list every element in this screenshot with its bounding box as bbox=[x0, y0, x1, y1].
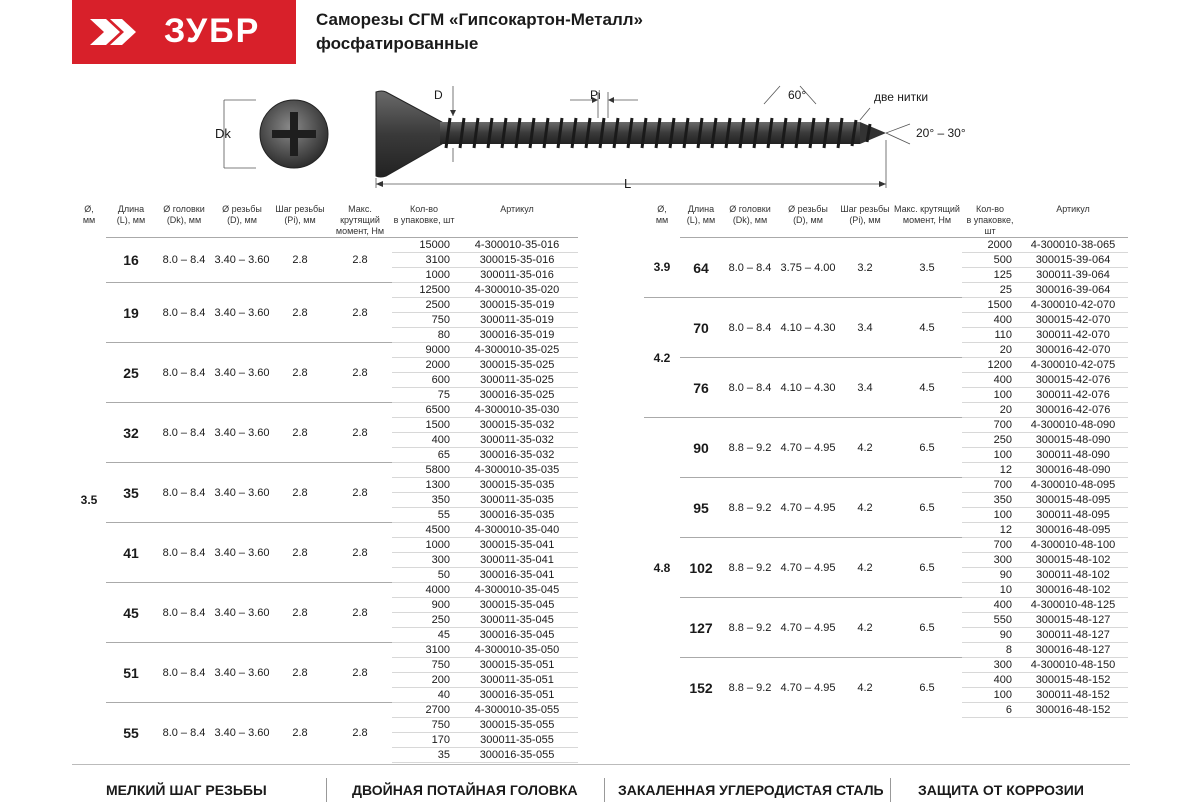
cell-article: 4-300010-35-025 bbox=[456, 343, 578, 358]
cell-pack-quantity: 25 bbox=[962, 283, 1018, 298]
cell-thread-diameter: 3.40 – 3.60 bbox=[212, 403, 272, 463]
cell-head-diameter: 8.8 – 9.2 bbox=[722, 418, 778, 478]
cell-pack-quantity: 1500 bbox=[962, 298, 1018, 313]
cell-max-torque: 6.5 bbox=[892, 478, 962, 538]
cell-head-diameter: 8.0 – 8.4 bbox=[156, 583, 212, 643]
header-length: Длина (L), мм bbox=[686, 204, 716, 225]
cell-length: 90 bbox=[680, 418, 722, 478]
cell-thread-pitch: 4.2 bbox=[838, 658, 892, 718]
page-title bbox=[316, 8, 643, 56]
feature-separator bbox=[604, 778, 605, 802]
cell-article: 300011-35-032 bbox=[456, 433, 578, 448]
cell-max-torque: 2.8 bbox=[328, 403, 392, 463]
feature-strip bbox=[0, 768, 1200, 800]
cell-pack-quantity: 1500 bbox=[392, 418, 456, 433]
cell-pack-quantity: 300 bbox=[392, 553, 456, 568]
cell-pack-quantity: 3100 bbox=[392, 253, 456, 268]
dim-pi-label: Pi bbox=[590, 88, 601, 102]
cell-article: 300015-48-152 bbox=[1018, 673, 1128, 688]
cell-article: 300015-35-055 bbox=[456, 718, 578, 733]
spec-table-left bbox=[72, 204, 578, 763]
cell-article: 300015-35-019 bbox=[456, 298, 578, 313]
cell-article: 300011-35-035 bbox=[456, 493, 578, 508]
header-thread-diameter: Ø резьбы (D), мм bbox=[788, 204, 828, 225]
header-head-diameter: Ø головки (Dk), мм bbox=[729, 204, 771, 225]
cell-pack-quantity: 250 bbox=[962, 433, 1018, 448]
cell-article: 4-300010-42-075 bbox=[1018, 358, 1128, 373]
feature-separator bbox=[890, 778, 891, 802]
cell-article: 300016-35-032 bbox=[456, 448, 578, 463]
header-head-diameter: Ø головки (Dk), мм bbox=[163, 204, 205, 225]
cell-thread-pitch: 3.4 bbox=[838, 358, 892, 418]
title-line-2: фосфатированные bbox=[316, 34, 479, 53]
table-row bbox=[644, 418, 1128, 433]
cell-pack-quantity: 700 bbox=[962, 538, 1018, 553]
cell-thread-pitch: 4.2 bbox=[838, 418, 892, 478]
cell-pack-quantity: 1300 bbox=[392, 478, 456, 493]
cell-pack-quantity: 600 bbox=[392, 373, 456, 388]
cell-thread-diameter: 3.40 – 3.60 bbox=[212, 283, 272, 343]
cell-pack-quantity: 110 bbox=[962, 328, 1018, 343]
header-pack-quantity: Кол-во в упаковке, шт bbox=[393, 204, 455, 225]
cell-pack-quantity: 250 bbox=[392, 613, 456, 628]
cell-length: 45 bbox=[106, 583, 156, 643]
cell-head-diameter: 8.0 – 8.4 bbox=[156, 403, 212, 463]
cell-head-diameter: 8.0 – 8.4 bbox=[156, 703, 212, 763]
cell-pack-quantity: 750 bbox=[392, 658, 456, 673]
cell-pack-quantity: 75 bbox=[392, 388, 456, 403]
cell-pack-quantity: 2000 bbox=[392, 358, 456, 373]
header-thread-diameter: Ø резьбы (D), мм bbox=[222, 204, 262, 225]
cell-article: 300015-35-016 bbox=[456, 253, 578, 268]
cell-article: 300015-48-095 bbox=[1018, 493, 1128, 508]
table-row bbox=[72, 583, 578, 598]
dim-dk-label: Dk bbox=[215, 126, 231, 141]
cell-thread-pitch: 4.2 bbox=[838, 538, 892, 598]
cell-length: 19 bbox=[106, 283, 156, 343]
spec-table-right-header bbox=[644, 204, 1128, 238]
cell-pack-quantity: 400 bbox=[962, 313, 1018, 328]
cell-pack-quantity: 300 bbox=[962, 658, 1018, 673]
cell-diameter: 4.8 bbox=[644, 418, 680, 718]
cell-head-diameter: 8.0 – 8.4 bbox=[156, 283, 212, 343]
cell-length: 16 bbox=[106, 238, 156, 283]
cell-thread-diameter: 4.70 – 4.95 bbox=[778, 418, 838, 478]
cell-article: 300016-35-019 bbox=[456, 328, 578, 343]
cell-article: 4-300010-35-055 bbox=[456, 703, 578, 718]
screw-side-view bbox=[376, 91, 886, 177]
cell-article: 4-300010-38-065 bbox=[1018, 238, 1128, 253]
cell-pack-quantity: 550 bbox=[962, 613, 1018, 628]
cell-pack-quantity: 20 bbox=[962, 343, 1018, 358]
cell-thread-pitch: 2.8 bbox=[272, 283, 328, 343]
cell-article: 300016-39-064 bbox=[1018, 283, 1128, 298]
header-max-torque: Макс. крутящий момент, Нм bbox=[335, 204, 385, 236]
table-row bbox=[644, 238, 1128, 253]
table-row bbox=[72, 703, 578, 718]
cell-length: 64 bbox=[680, 238, 722, 298]
cell-article: 300015-35-045 bbox=[456, 598, 578, 613]
table-row bbox=[72, 643, 578, 658]
cell-pack-quantity: 1000 bbox=[392, 268, 456, 283]
table-row bbox=[644, 598, 1128, 613]
spec-table-right-body bbox=[644, 238, 1128, 718]
feature-corrosion-protection: ЗАЩИТА ОТ КОРРОЗИИ bbox=[918, 782, 1084, 798]
cell-length: 35 bbox=[106, 463, 156, 523]
header-length: Длина (L), мм bbox=[116, 204, 146, 225]
cell-pack-quantity: 12500 bbox=[392, 283, 456, 298]
cell-pack-quantity: 1200 bbox=[962, 358, 1018, 373]
cell-article: 300015-48-090 bbox=[1018, 433, 1128, 448]
cell-article: 4-300010-35-045 bbox=[456, 583, 578, 598]
cell-pack-quantity: 80 bbox=[392, 328, 456, 343]
header-thread-pitch: Шаг резьбы (Pi), мм bbox=[840, 204, 890, 225]
cell-pack-quantity: 400 bbox=[962, 598, 1018, 613]
cell-article: 300016-48-090 bbox=[1018, 463, 1128, 478]
cell-pack-quantity: 35 bbox=[392, 748, 456, 763]
cell-pack-quantity: 12 bbox=[962, 523, 1018, 538]
cell-pack-quantity: 6 bbox=[962, 703, 1018, 718]
cell-diameter: 4.2 bbox=[644, 298, 680, 418]
cell-head-diameter: 8.8 – 9.2 bbox=[722, 598, 778, 658]
cell-thread-pitch: 2.8 bbox=[272, 463, 328, 523]
cell-article: 4-300010-48-095 bbox=[1018, 478, 1128, 493]
cell-thread-pitch: 2.8 bbox=[272, 703, 328, 763]
cell-max-torque: 6.5 bbox=[892, 418, 962, 478]
cell-article: 300016-42-070 bbox=[1018, 343, 1128, 358]
cell-article: 300015-48-127 bbox=[1018, 613, 1128, 628]
cell-article: 300011-48-095 bbox=[1018, 508, 1128, 523]
cell-max-torque: 2.8 bbox=[328, 523, 392, 583]
cell-article: 300016-35-055 bbox=[456, 748, 578, 763]
cell-thread-diameter: 3.40 – 3.60 bbox=[212, 238, 272, 283]
cell-max-torque: 6.5 bbox=[892, 658, 962, 718]
cell-article: 300015-39-064 bbox=[1018, 253, 1128, 268]
logo-arrow-icon bbox=[90, 15, 154, 49]
cell-article: 300015-42-070 bbox=[1018, 313, 1128, 328]
cell-length: 127 bbox=[680, 598, 722, 658]
cell-pack-quantity: 90 bbox=[962, 568, 1018, 583]
cell-pack-quantity: 400 bbox=[962, 373, 1018, 388]
cell-pack-quantity: 750 bbox=[392, 718, 456, 733]
cell-thread-diameter: 3.40 – 3.60 bbox=[212, 643, 272, 703]
cell-pack-quantity: 100 bbox=[962, 508, 1018, 523]
dim-angle-60-label: 60° bbox=[788, 88, 807, 102]
cell-thread-diameter: 3.40 – 3.60 bbox=[212, 703, 272, 763]
cell-pack-quantity: 750 bbox=[392, 313, 456, 328]
cell-thread-pitch: 2.8 bbox=[272, 583, 328, 643]
cell-article: 4-300010-35-016 bbox=[456, 238, 578, 253]
cell-head-diameter: 8.0 – 8.4 bbox=[156, 463, 212, 523]
cell-thread-diameter: 3.40 – 3.60 bbox=[212, 343, 272, 403]
cell-article: 4-300010-35-020 bbox=[456, 283, 578, 298]
table-row bbox=[72, 403, 578, 418]
cell-max-torque: 2.8 bbox=[328, 238, 392, 283]
cell-head-diameter: 8.0 – 8.4 bbox=[156, 238, 212, 283]
cell-pack-quantity: 300 bbox=[962, 553, 1018, 568]
cell-pack-quantity: 50 bbox=[392, 568, 456, 583]
cell-pack-quantity: 65 bbox=[392, 448, 456, 463]
cell-pack-quantity: 400 bbox=[962, 673, 1018, 688]
cell-article: 300011-48-102 bbox=[1018, 568, 1128, 583]
cell-pack-quantity: 350 bbox=[392, 493, 456, 508]
cell-thread-pitch: 2.8 bbox=[272, 403, 328, 463]
cell-pack-quantity: 2500 bbox=[392, 298, 456, 313]
cell-pack-quantity: 125 bbox=[962, 268, 1018, 283]
cell-thread-diameter: 3.75 – 4.00 bbox=[778, 238, 838, 298]
cell-thread-diameter: 4.70 – 4.95 bbox=[778, 658, 838, 718]
cell-diameter: 3.9 bbox=[653, 260, 671, 275]
cell-pack-quantity: 100 bbox=[962, 688, 1018, 703]
header-thread-pitch: Шаг резьбы (Pi), мм bbox=[275, 204, 325, 225]
cell-article: 300016-42-076 bbox=[1018, 403, 1128, 418]
dim-d-label: D bbox=[434, 88, 443, 102]
cell-article: 300015-35-025 bbox=[456, 358, 578, 373]
cell-article: 4-300010-48-100 bbox=[1018, 538, 1128, 553]
header-pack-quantity: Кол-во в упаковке, шт bbox=[966, 204, 1014, 236]
cell-article: 300011-39-064 bbox=[1018, 268, 1128, 283]
cell-article: 300015-35-051 bbox=[456, 658, 578, 673]
cell-pack-quantity: 500 bbox=[962, 253, 1018, 268]
cell-thread-pitch: 3.2 bbox=[838, 238, 892, 298]
table-row bbox=[72, 343, 578, 358]
cell-head-diameter: 8.0 – 8.4 bbox=[156, 523, 212, 583]
cell-pack-quantity: 55 bbox=[392, 508, 456, 523]
header-article: Артикул bbox=[1056, 204, 1090, 214]
cell-length: 32 bbox=[106, 403, 156, 463]
cell-max-torque: 2.8 bbox=[328, 463, 392, 523]
cell-article: 300015-35-035 bbox=[456, 478, 578, 493]
cell-head-diameter: 8.8 – 9.2 bbox=[722, 478, 778, 538]
cell-max-torque: 2.8 bbox=[328, 583, 392, 643]
cell-pack-quantity: 10 bbox=[962, 583, 1018, 598]
cell-article: 300011-35-041 bbox=[456, 553, 578, 568]
cell-thread-pitch: 2.8 bbox=[272, 643, 328, 703]
dim-tip-angle-label: 20° – 30° bbox=[916, 126, 966, 140]
cell-thread-diameter: 4.70 – 4.95 bbox=[778, 538, 838, 598]
cell-head-diameter: 8.0 – 8.4 bbox=[156, 343, 212, 403]
cell-head-diameter: 8.8 – 9.2 bbox=[722, 658, 778, 718]
cell-pack-quantity: 1000 bbox=[392, 538, 456, 553]
cell-thread-diameter: 4.70 – 4.95 bbox=[778, 478, 838, 538]
cell-length: 102 bbox=[680, 538, 722, 598]
cell-pack-quantity: 15000 bbox=[392, 238, 456, 253]
cell-pack-quantity: 12 bbox=[962, 463, 1018, 478]
cell-article: 300011-35-051 bbox=[456, 673, 578, 688]
cell-article: 4-300010-48-090 bbox=[1018, 418, 1128, 433]
cell-article: 300016-48-127 bbox=[1018, 643, 1128, 658]
cell-article: 300016-35-051 bbox=[456, 688, 578, 703]
cell-pack-quantity: 6500 bbox=[392, 403, 456, 418]
cell-thread-diameter: 4.70 – 4.95 bbox=[778, 598, 838, 658]
cell-article: 4-300010-48-125 bbox=[1018, 598, 1128, 613]
cell-thread-pitch: 3.4 bbox=[838, 298, 892, 358]
screw-head-top-view bbox=[260, 100, 328, 168]
cell-article: 300011-48-152 bbox=[1018, 688, 1128, 703]
cell-article: 300011-42-070 bbox=[1018, 328, 1128, 343]
cell-pack-quantity: 170 bbox=[392, 733, 456, 748]
cell-length: 70 bbox=[680, 298, 722, 358]
cell-pack-quantity: 350 bbox=[962, 493, 1018, 508]
cell-length: 51 bbox=[106, 643, 156, 703]
cell-pack-quantity: 9000 bbox=[392, 343, 456, 358]
cell-pack-quantity: 45 bbox=[392, 628, 456, 643]
cell-length: 55 bbox=[106, 703, 156, 763]
table-row bbox=[644, 538, 1128, 553]
cell-article: 4-300010-48-150 bbox=[1018, 658, 1128, 673]
cell-thread-diameter: 4.10 – 4.30 bbox=[778, 298, 838, 358]
cell-pack-quantity: 90 bbox=[962, 628, 1018, 643]
cell-article: 300016-35-041 bbox=[456, 568, 578, 583]
cell-max-torque: 6.5 bbox=[892, 598, 962, 658]
table-row bbox=[72, 463, 578, 478]
header-row bbox=[72, 204, 578, 238]
cell-pack-quantity: 700 bbox=[962, 418, 1018, 433]
feature-separator bbox=[326, 778, 327, 802]
cell-head-diameter: 8.8 – 9.2 bbox=[722, 538, 778, 598]
cell-thread-diameter: 3.40 – 3.60 bbox=[212, 523, 272, 583]
cell-thread-pitch: 2.8 bbox=[272, 343, 328, 403]
cell-article: 300016-35-025 bbox=[456, 388, 578, 403]
cell-article: 300016-48-102 bbox=[1018, 583, 1128, 598]
cell-article: 300016-35-035 bbox=[456, 508, 578, 523]
cell-article: 300011-42-076 bbox=[1018, 388, 1128, 403]
cell-article: 4-300010-35-030 bbox=[456, 403, 578, 418]
dim-length-label: L bbox=[624, 176, 632, 191]
cell-thread-pitch: 2.8 bbox=[272, 238, 328, 283]
cell-article: 4-300010-35-040 bbox=[456, 523, 578, 538]
cell-article: 300011-48-090 bbox=[1018, 448, 1128, 463]
spec-table-left-body bbox=[72, 238, 578, 763]
cell-pack-quantity: 20 bbox=[962, 403, 1018, 418]
cell-article: 300016-48-095 bbox=[1018, 523, 1128, 538]
brand-name: ЗУБР bbox=[164, 12, 261, 50]
cell-head-diameter: 8.0 – 8.4 bbox=[156, 643, 212, 703]
table-row bbox=[644, 478, 1128, 493]
table-row bbox=[644, 358, 1128, 373]
brand-logo bbox=[72, 0, 296, 64]
cell-article: 300015-35-041 bbox=[456, 538, 578, 553]
cell-article: 300016-48-152 bbox=[1018, 703, 1128, 718]
cell-max-torque: 2.8 bbox=[328, 643, 392, 703]
header-article: Артикул bbox=[500, 204, 534, 214]
cell-max-torque: 3.5 bbox=[892, 238, 962, 298]
cell-head-diameter: 8.0 – 8.4 bbox=[722, 238, 778, 298]
cell-article: 300016-35-045 bbox=[456, 628, 578, 643]
cell-article: 300011-35-016 bbox=[456, 268, 578, 283]
cell-pack-quantity: 100 bbox=[962, 388, 1018, 403]
cell-article: 300011-35-025 bbox=[456, 373, 578, 388]
cell-length: 76 bbox=[680, 358, 722, 418]
cell-head-diameter: 8.0 – 8.4 bbox=[722, 358, 778, 418]
cell-pack-quantity: 100 bbox=[962, 448, 1018, 463]
cell-pack-quantity: 40 bbox=[392, 688, 456, 703]
cell-diameter: 3.5 bbox=[80, 493, 98, 507]
cell-pack-quantity: 5800 bbox=[392, 463, 456, 478]
cell-length: 41 bbox=[106, 523, 156, 583]
cell-pack-quantity: 900 bbox=[392, 598, 456, 613]
cell-max-torque: 4.5 bbox=[892, 358, 962, 418]
cell-length: 95 bbox=[680, 478, 722, 538]
cell-pack-quantity: 700 bbox=[962, 478, 1018, 493]
spec-table-right bbox=[644, 204, 1128, 718]
cell-thread-diameter: 4.10 – 4.30 bbox=[778, 358, 838, 418]
cell-article: 300011-35-055 bbox=[456, 733, 578, 748]
cell-pack-quantity: 3100 bbox=[392, 643, 456, 658]
cell-pack-quantity: 4500 bbox=[392, 523, 456, 538]
cell-max-torque: 4.5 bbox=[892, 298, 962, 358]
feature-double-countersunk-head: ДВОЙНАЯ ПОТАЙНАЯ ГОЛОВКА bbox=[352, 782, 578, 798]
cell-article: 300015-42-076 bbox=[1018, 373, 1128, 388]
table-row bbox=[72, 523, 578, 538]
cell-thread-pitch: 2.8 bbox=[272, 523, 328, 583]
cell-pack-quantity: 8 bbox=[962, 643, 1018, 658]
header-diameter: Ø, мм bbox=[655, 204, 669, 225]
cell-article: 300011-35-019 bbox=[456, 313, 578, 328]
cell-pack-quantity: 2000 bbox=[962, 238, 1018, 253]
cell-pack-quantity: 2700 bbox=[392, 703, 456, 718]
header-diameter: Ø, мм bbox=[82, 204, 96, 225]
cell-thread-diameter: 3.40 – 3.60 bbox=[212, 583, 272, 643]
feature-fine-thread: МЕЛКИЙ ШАГ РЕЗЬБЫ bbox=[106, 782, 267, 798]
footer-divider bbox=[72, 764, 1130, 765]
cell-article: 4-300010-35-035 bbox=[456, 463, 578, 478]
cell-article: 300015-48-102 bbox=[1018, 553, 1128, 568]
cell-max-torque: 2.8 bbox=[328, 343, 392, 403]
cell-pack-quantity: 200 bbox=[392, 673, 456, 688]
feature-hardened-steel: ЗАКАЛЕННАЯ УГЛЕРОДИСТАЯ СТАЛЬ bbox=[618, 782, 884, 798]
cell-thread-diameter: 3.40 – 3.60 bbox=[212, 463, 272, 523]
cell-thread-pitch: 4.2 bbox=[838, 478, 892, 538]
cell-article: 300015-35-032 bbox=[456, 418, 578, 433]
cell-article: 4-300010-35-050 bbox=[456, 643, 578, 658]
table-row bbox=[72, 283, 578, 298]
cell-pack-quantity: 400 bbox=[392, 433, 456, 448]
cell-length: 152 bbox=[680, 658, 722, 718]
cell-pack-quantity: 4000 bbox=[392, 583, 456, 598]
cell-max-torque: 6.5 bbox=[892, 538, 962, 598]
cell-article: 300011-35-045 bbox=[456, 613, 578, 628]
cell-article: 4-300010-42-070 bbox=[1018, 298, 1128, 313]
cell-head-diameter: 8.0 – 8.4 bbox=[722, 298, 778, 358]
title-line-1: Саморезы СГМ «Гипсокартон-Металл» bbox=[316, 10, 643, 29]
header-row bbox=[644, 204, 1128, 238]
table-row bbox=[644, 298, 1128, 313]
cell-max-torque: 2.8 bbox=[328, 283, 392, 343]
cell-article: 300011-48-127 bbox=[1018, 628, 1128, 643]
dim-threads-label: две нитки bbox=[874, 90, 929, 104]
cell-max-torque: 2.8 bbox=[328, 703, 392, 763]
cell-length: 25 bbox=[106, 343, 156, 403]
cell-thread-pitch: 4.2 bbox=[838, 598, 892, 658]
header-max-torque: Макс. крутящий момент, Нм bbox=[894, 204, 960, 225]
spec-table-left-header bbox=[72, 204, 578, 238]
table-row bbox=[72, 238, 578, 253]
table-row bbox=[644, 658, 1128, 673]
